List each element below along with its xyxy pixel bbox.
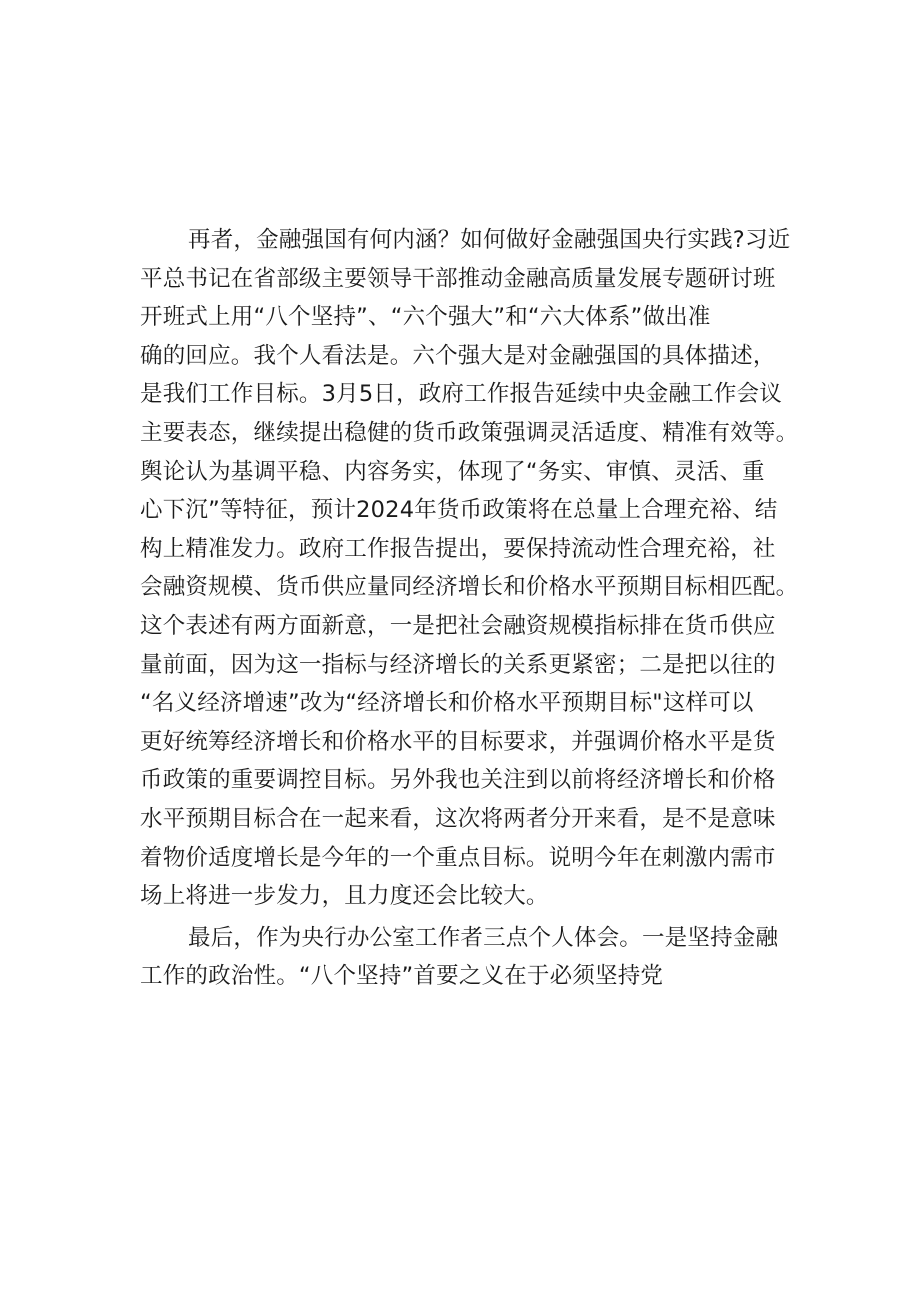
text-line: 是我们工作目标。3月5日，政府工作报告延续中央金融工作会议: [140, 381, 782, 408]
text-line: 币政策的重要调控目标。另外我也关注到以前将经济增长和价格: [140, 767, 776, 794]
text-line: 量前面，因为这一指标与经济增长的关系更紧密；二是把以往的: [140, 651, 776, 678]
text-line: 再者，金融强国有何内涵？如何做好金融强国央行实践?习近: [188, 227, 791, 253]
text-line: 构上精准发力。政府工作报告提出，要保持流动性合理充裕，社: [140, 535, 776, 562]
text-line: 水平预期目标合在一起来看，这次将两者分开来看，是不是意味: [140, 805, 776, 832]
text-line: 平总书记在省部级主要领导干部推动金融高质量发展专题研讨班: [140, 265, 776, 292]
text-line: 着物价适度增长是今年的一个重点目标。说明今年在刺激内需市: [140, 844, 776, 871]
document-body: [140, 221, 800, 996]
text-line: 心下沉”等特征，预计2024年货币政策将在总量上合理充裕、结: [140, 497, 778, 524]
text-line: 开班式上用“八个坚持”、“六个强大”和“六大体系”做出准: [140, 304, 711, 331]
text-line: 会融资规模、货币供应量同经济增长和价格水平预期目标相匹配。: [140, 574, 799, 601]
text-line: 工作的政治性。“八个坚持”首要之义在于必须坚持党: [140, 963, 664, 990]
text-line: 场上将进一步发力，且力度还会比较大。: [140, 883, 549, 910]
text-line: 舆论认为基调平稳、内容务实，体现了“务实、审慎、灵活、重: [140, 458, 765, 485]
text-line: 主要表态，继续提出稳健的货币政策强调灵活适度、精准有效等。: [140, 419, 799, 446]
text-line: 确的回应。我个人看法是。六个强大是对金融强国的具体描述，: [140, 342, 776, 369]
text-line: 更好统筹经济增长和价格水平的目标要求，并强调价格水平是货: [140, 728, 776, 755]
paragraph-personal-insights: [140, 919, 800, 996]
text-line: “名义经济增速”改为“经济增长和价格水平预期目标"这样可以: [140, 690, 754, 717]
text-line: 这个表述有两方面新意，一是把社会融资规模指标排在货币供应: [140, 612, 776, 639]
paragraph-financial-power: [140, 221, 800, 916]
text-line: 最后，作为央行办公室工作者三点个人体会。一是坚持金融: [188, 924, 779, 951]
